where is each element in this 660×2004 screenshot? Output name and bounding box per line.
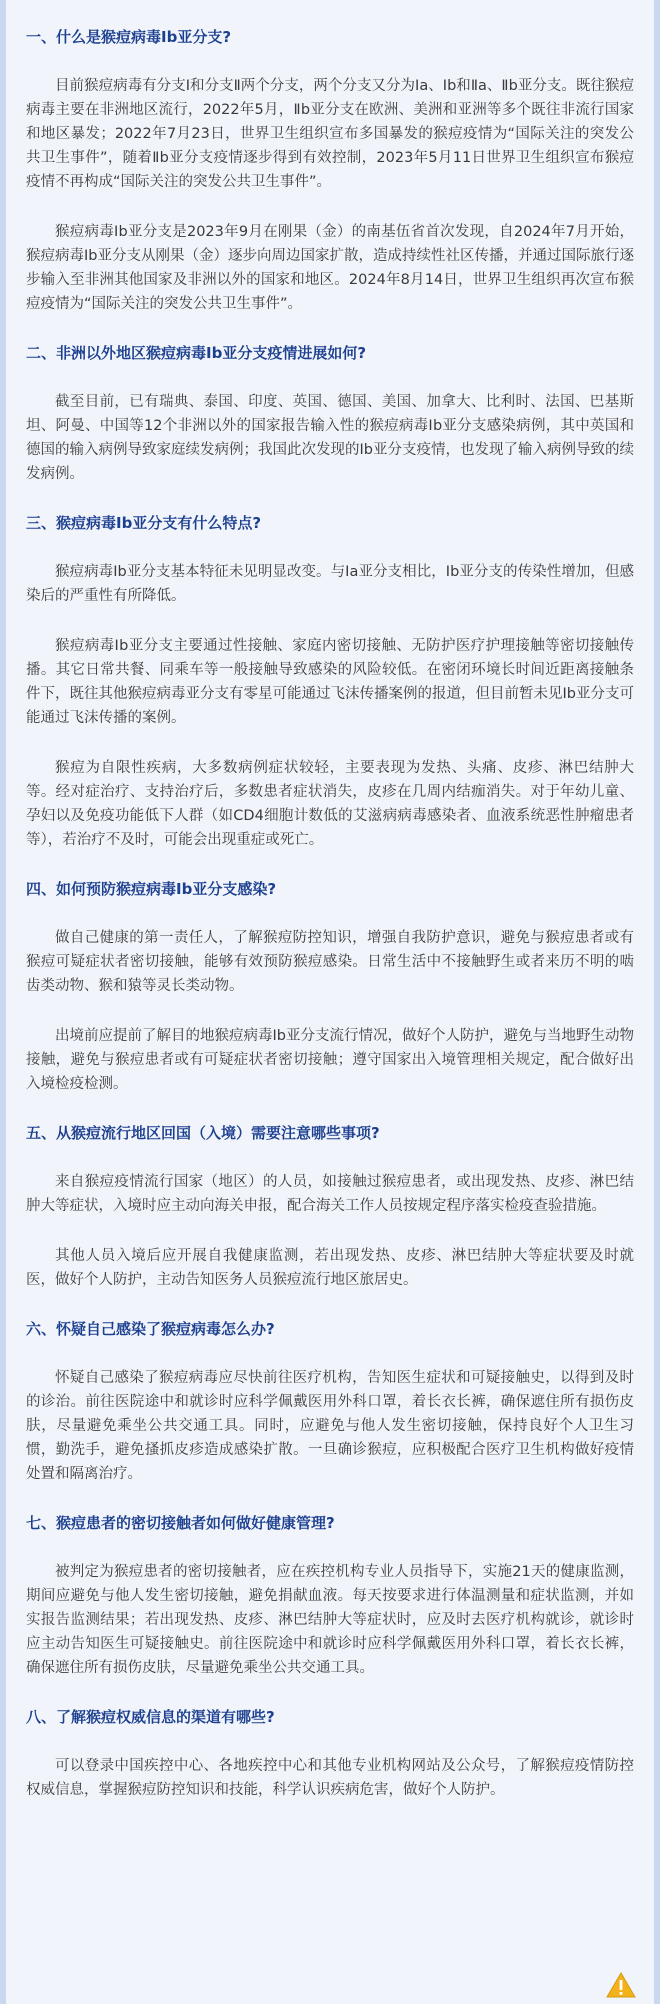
paragraph: 可以登录中国疾控中心、各地疾控中心和其他专业机构网站及公众号，了解猴痘疫情防控权威信息，掌握猴痘防控知识和技能，科学认识疾病危害，做好个人防护。: [26, 1758, 634, 1798]
paragraph: 目前猴痘病毒有分支Ⅰ和分支Ⅱ两个分支，两个分支又分为Ⅰa、Ⅰb和Ⅱa、Ⅱb亚分支。既往猴痘病毒主要在非洲地区流行，2022年5月，Ⅱb亚分支在欧洲、美洲和亚洲等多个既往非流行国家和地区暴发；2022年7月23日，世界卫生组织宣布多国暴发的猴痘疫情为“国际关注的突发公共卫生事件”，随着Ⅱb亚分支疫情逐步得到有效控制，2023年5月11日世界卫生组织宣布猴痘疫情不再构成“国际关注的突发公共卫生事件”。: [26, 78, 634, 190]
section-5: [26, 1122, 634, 1292]
section-3: [26, 512, 634, 852]
section-heading: 五、从猴痘流行地区回国（入境）需要注意哪些事项?: [26, 1124, 380, 1142]
paragraph: 猴痘为自限性疾病，大多数病例症状较轻，主要表现为发热、头痛、皮疹、淋巴结肿大等。经对症治疗、支持治疗后，多数患者症状消失，皮疹在几周内结痂消失。对于年幼儿童、孕妇以及免疫功能低下人群（如CD4细胞计数低的艾滋病病毒感染者、血液系统恶性肿瘤患者等），若治疗不及时，可能会出现重症或死亡。: [26, 760, 634, 848]
paragraph: 来自猴痘疫情流行国家（地区）的人员，如接触过猴痘患者，或出现发热、皮疹、淋巴结肿大等症状，入境时应主动向海关申报，配合海关工作人员按规定程序落实检疫查验措施。: [26, 1174, 634, 1214]
paragraph: 截至目前，已有瑞典、泰国、印度、英国、德国、美国、加拿大、比利时、法国、巴基斯坦、阿曼、中国等12个非洲以外的国家报告输入性的猴痘病毒Ⅰb亚分支感染病例，其中英国和德国的输入病例导致家庭续发病例；我国此次发现的Ⅰb亚分支疫情，也发现了输入病例导致的续发病例。: [26, 394, 634, 482]
section-1: [26, 26, 634, 316]
paragraph: 猴痘病毒Ⅰb亚分支是2023年9月在刚果（金）的南基伍省首次发现，自2024年7月开始，猴痘病毒Ⅰb亚分支从刚果（金）逐步向周边国家扩散，造成持续性社区传播，并通过国际旅行逐步输入至非洲其他国家及非洲以外的国家和地区。2024年8月14日，世界卫生组织再次宣布猴痘疫情为“国际关注的突发公共卫生事件”。: [26, 224, 634, 312]
section-8: [26, 1706, 634, 1802]
section-2: [26, 342, 634, 486]
paragraph: 猴痘病毒Ⅰb亚分支基本特征未见明显改变。与Ⅰa亚分支相比，Ⅰb亚分支的传染性增加，但感染后的严重性有所降低。: [26, 564, 634, 604]
section-7: [26, 1512, 634, 1680]
paragraph: 出境前应提前了解目的地猴痘病毒Ⅰb亚分支流行情况，做好个人防护，避免与当地野生动物接触，避免与猴痘患者或有可疑症状者密切接触；遵守国家出入境管理相关规定，配合做好出入境检疫检测。: [26, 1028, 634, 1092]
warning-icon: [606, 1972, 636, 1998]
section-heading: 八、了解猴痘权威信息的渠道有哪些?: [26, 1708, 275, 1726]
section-6: [26, 1318, 634, 1486]
paragraph: 怀疑自己感染了猴痘病毒应尽快前往医疗机构，告知医生症状和可疑接触史，以得到及时的诊治。前往医院途中和就诊时应科学佩戴医用外科口罩，着长衣长裤，确保遮住所有损伤皮肤，尽量避免乘坐公共交通工具。同时，应避免与他人发生密切接触，保持良好个人卫生习惯，勤洗手，避免搔抓皮疹造成感染扩散。一旦确诊猴痘，应积极配合医疗卫生机构做好疫情处置和隔离治疗。: [26, 1370, 634, 1482]
paragraph: 猴痘病毒Ⅰb亚分支主要通过性接触、家庭内密切接触、无防护医疗护理接触等密切接触传播。其它日常共餐、同乘车等一般接触导致感染的风险较低。在密闭环境长时间近距离接触条件下，既往其他猴痘病毒亚分支有零星可能通过飞沫传播案例的报道，但目前暂未见Ⅰb亚分支可能通过飞沫传播的案例。: [26, 638, 634, 726]
section-4: [26, 878, 634, 1096]
paragraph: 做自己健康的第一责任人，了解猴痘防控知识，增强自我防护意识，避免与猴痘患者或有猴痘可疑症状者密切接触，能够有效预防猴痘感染。日常生活中不接触野生或者来历不明的啮齿类动物、猴和猿等灵长类动物。: [26, 930, 634, 994]
section-heading: 六、怀疑自己感染了猴痘病毒怎么办?: [26, 1320, 275, 1338]
section-heading: 一、什么是猴痘病毒Ⅰb亚分支?: [26, 28, 232, 46]
section-heading: 二、非洲以外地区猴痘病毒Ⅰb亚分支疫情进展如何?: [26, 344, 367, 362]
section-heading: 七、猴痘患者的密切接触者如何做好健康管理?: [26, 1514, 335, 1532]
section-heading: 三、猴痘病毒Ⅰb亚分支有什么特点?: [26, 514, 262, 532]
section-heading: 四、如何预防猴痘病毒Ⅰb亚分支感染?: [26, 880, 277, 898]
paragraph: 被判定为猴痘患者的密切接触者，应在疾控机构专业人员指导下，实施21天的健康监测，期间应避免与他人发生密切接触，避免捐献血液。每天按要求进行体温测量和症状监测，并如实报告监测结果；若出现发热、皮疹、淋巴结肿大等症状时，应及时去医疗机构就诊，就诊时应主动告知医生可疑接触史。前往医院途中和就诊时应科学佩戴医用外科口罩，着长衣长裤，确保遮住所有损伤皮肤，尽量避免乘坐公共交通工具。: [26, 1564, 634, 1676]
paragraph: 其他人员入境后应开展自我健康监测，若出现发热、皮疹、淋巴结肿大等症状要及时就医，做好个人防护，主动告知医务人员猴痘流行地区旅居史。: [26, 1248, 634, 1288]
